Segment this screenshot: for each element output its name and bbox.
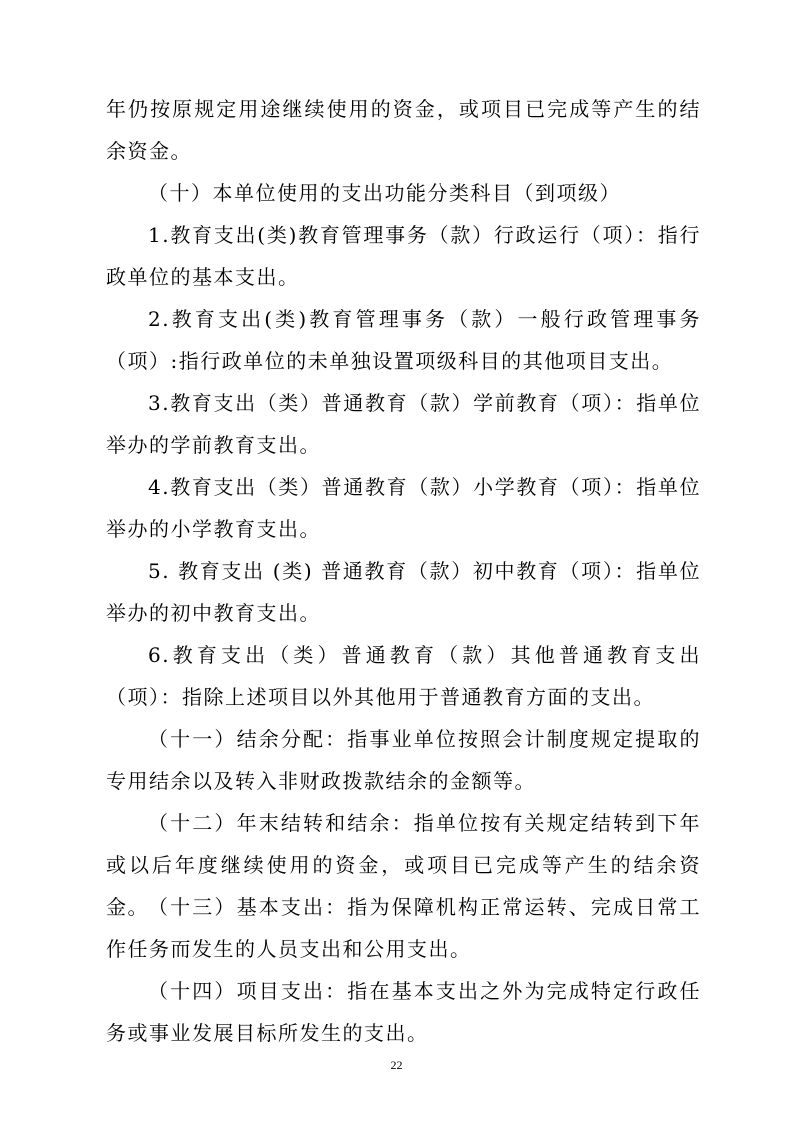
paragraph-section-11: （十一）结余分配：指事业单位按照会计制度规定提取的专用结余以及转入非财政拨款结余的金额等。 xyxy=(106,727,701,793)
paragraph-section-12: （十二）年末结转和结余：指单位按有关规定结转到下年或以后年度继续使用的资金，或项目已完成等产生的结余资金。 xyxy=(106,811,701,919)
paragraph-item-3: 3.教育支出（类）普通教育（款）学前教育（项）：指单位举办的学前教育支出。 xyxy=(106,391,701,457)
paragraph-continuation: 年仍按原规定用途继续使用的资金，或项目已完成等产生的结余资金。 xyxy=(106,97,701,163)
paragraph-item-4: 4.教育支出（类）普通教育（款）小学教育（项）：指单位举办的小学教育支出。 xyxy=(106,475,701,541)
page-number: 22 xyxy=(390,1058,403,1072)
paragraph-item-2: 2.教育支出(类)教育管理事务（款）一般行政管理事务（项）:指行政单位的未单独设置项级科目的其他项目支出。 xyxy=(106,307,701,373)
paragraph-section-14: （十四）项目支出：指在基本支出之外为完成特定行政任务或事业发展目标所发生的支出。 xyxy=(106,979,701,1045)
paragraph-item-1: 1.教育支出(类)教育管理事务（款）行政运行（项）：指行政单位的基本支出。 xyxy=(106,223,701,289)
section-heading-10: （十）本单位使用的支出功能分类科目（到项级） xyxy=(148,181,621,205)
paragraph-item-6: 6.教育支出（类）普通教育（款）其他普通教育支出（项）：指除上述项目以外其他用于普通教育方面的支出。 xyxy=(106,643,701,709)
paragraph-item-5: 5. 教育支出 (类) 普通教育（款）初中教育（项）：指单位举办的初中教育支出。 xyxy=(106,559,701,625)
paragraph-section-13: （十三）基本支出：指为保障机构正常运转、完成日常工作任务而发生的人员支出和公用支出。 xyxy=(106,895,701,961)
